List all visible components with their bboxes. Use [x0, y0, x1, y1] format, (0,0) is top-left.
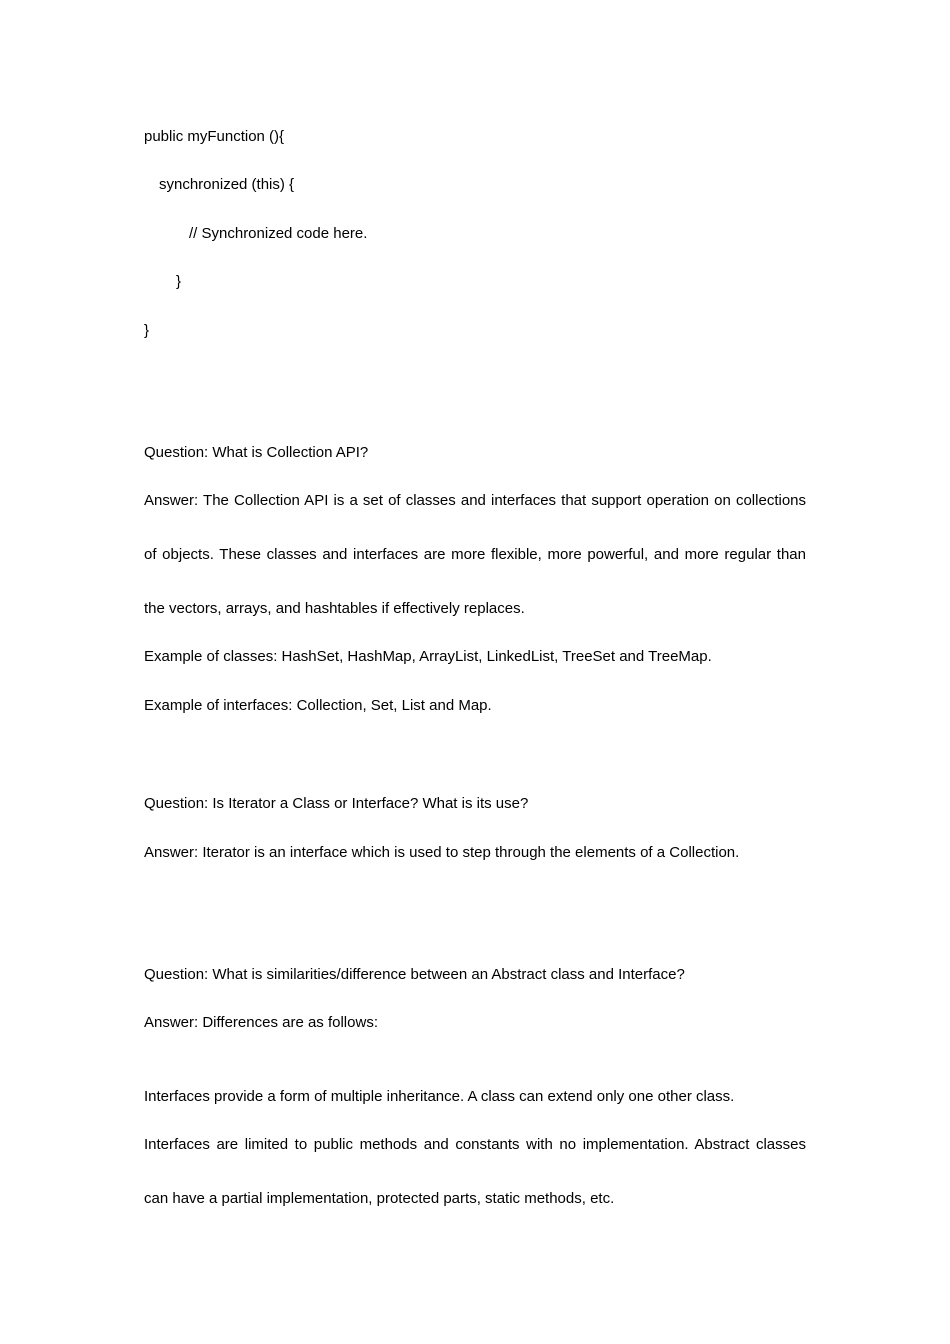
code-line-inner-close-brace: } — [176, 273, 182, 290]
answer-collection-api-line-2: of objects. These classes and interfaces are more flexible, more powerful, and more regular than — [144, 546, 806, 563]
answer-iterator: Answer: Iterator is an interface which is used to step through the elements of a Collection. — [144, 844, 740, 861]
code-line-function-declaration: public myFunction (){ — [144, 128, 285, 145]
difference-point-2-line-1: Interfaces are limited to public methods and constants with no implementation. Abstract classes — [144, 1136, 806, 1153]
answer-abstract-vs-interface: Answer: Differences are as follows: — [144, 1014, 378, 1031]
code-line-synchronized: synchronized (this) { — [159, 176, 295, 193]
answer-collection-api-line-3: the vectors, arrays, and hashtables if effectively replaces. — [144, 600, 525, 617]
code-line-comment: // Synchronized code here. — [189, 225, 368, 242]
question-abstract-vs-interface: Question: What is similarities/difference between an Abstract class and Interface? — [144, 966, 685, 983]
code-line-outer-close-brace: } — [144, 322, 150, 339]
question-iterator: Question: Is Iterator a Class or Interface? What is its use? — [144, 795, 529, 812]
example-interfaces: Example of interfaces: Collection, Set, List and Map. — [144, 697, 492, 714]
answer-collection-api-line-1: Answer: The Collection API is a set of classes and interfaces that support operation on collections — [144, 492, 806, 509]
example-classes: Example of classes: HashSet, HashMap, ArrayList, LinkedList, TreeSet and TreeMap. — [144, 648, 712, 665]
question-collection-api: Question: What is Collection API? — [144, 444, 369, 461]
difference-point-1: Interfaces provide a form of multiple inheritance. A class can extend only one other class. — [144, 1088, 735, 1105]
difference-point-2-line-2: can have a partial implementation, protected parts, static methods, etc. — [144, 1190, 615, 1207]
